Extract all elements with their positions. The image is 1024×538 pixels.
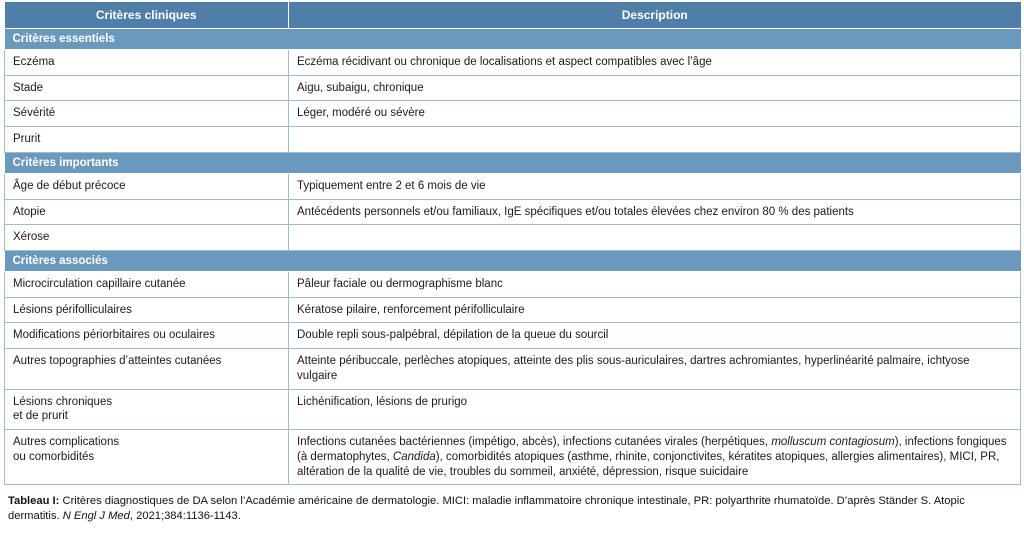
row-label: Xérose [5,225,289,251]
table-row [5,75,1021,101]
table-row [5,199,1021,225]
row-label: Atopie [5,199,289,225]
table-row [5,297,1021,323]
section-label: Critères associés [5,251,1021,272]
row-description [289,225,1021,251]
table-row [5,101,1021,127]
table-caption [4,494,1020,524]
section-row-essential [5,29,1021,50]
row-description: Atteinte péribuccale, perlèches atopiques, atteinte des plis sous-auriculaires, dartres achromiantes, hyperlinéarité palmaire, ichtyose vulgaire [289,349,1021,389]
row-label: Stade [5,75,289,101]
row-description: Kératose pilaire, renforcement périfolliculaire [289,297,1021,323]
row-description: Léger, modéré ou sévère [289,101,1021,127]
caption-text: Critères diagnostiques de DA selon l’Académie américaine de dermatologie. MICI: maladie inflammatoire chronique intestinale, PR: polyarthrite rhumatoïde. D’après Ständer S. Atopic dermatitis. [8,495,965,523]
row-description: Aigu, subaigu, chronique [289,75,1021,101]
row-description: Pâleur faciale ou dermographisme blanc [289,272,1021,298]
row-label: Lésions chroniques et de prurit [5,389,289,429]
section-row-important [5,152,1021,173]
table-row [5,349,1021,389]
column-header-description: Description [289,2,1021,29]
row-label: Âge de début précoce [5,173,289,199]
caption-label: Tableau I: [8,495,60,508]
table-row [5,127,1021,153]
table-header-row [5,2,1021,29]
row-label: Modifications périorbitaires ou oculaires [5,323,289,349]
table-row [5,272,1021,298]
table-row [5,430,1021,485]
row-description [289,430,1021,485]
section-label: Critères importants [5,152,1021,173]
row-label: Eczéma [5,50,289,76]
row-label: Lésions périfolliculaires [5,297,289,323]
column-header-criteria: Critères cliniques [5,2,289,29]
section-label: Critères essentiels [5,29,1021,50]
table-row [5,389,1021,429]
row-description [289,127,1021,153]
caption-journal: N Engl J Med [62,510,130,523]
caption-text-2: , 2021;384:1136-1143. [129,510,241,523]
table-row [5,225,1021,251]
table-body [5,29,1021,485]
table-row [5,50,1021,76]
table-header [5,2,1021,29]
row-description: Eczéma récidivant ou chronique de localisations et aspect compatibles avec l’âge [289,50,1021,76]
table-row [5,323,1021,349]
row-description: Double repli sous-palpébral, dépilation de la queue du sourcil [289,323,1021,349]
row-description: Antécédents personnels et/ou familiaux, IgE spécifiques et/ou totales élevées chez environ 80 % des patients [289,199,1021,225]
clinical-criteria-table [4,2,1021,485]
section-row-associated [5,251,1021,272]
row-label: Microcirculation capillaire cutanée [5,272,289,298]
table-row [5,173,1021,199]
row-label: Autres complications ou comorbidités [5,430,289,485]
complications-text: Infections cutanées bactériennes (impétigo, abcès), infections cutanées virales (herpétiques, molluscum contagiosum), infections fongiques (à dermatophytes, Candida), comorbidités atopiques (asthme, rhinite, conjonctivites, kératites atopiques, allergies alimentaires), MICI, PR, altération de la qualité de vie, troubles du sommeil, anxiété, dépression, risque suicidaire [297,436,1007,478]
row-label: Autres topographies d’atteintes cutanées [5,349,289,389]
row-description: Lichénification, lésions de prurigo [289,389,1021,429]
row-description: Typiquement entre 2 et 6 mois de vie [289,173,1021,199]
row-label: Prurit [5,127,289,153]
row-label: Sévérité [5,101,289,127]
